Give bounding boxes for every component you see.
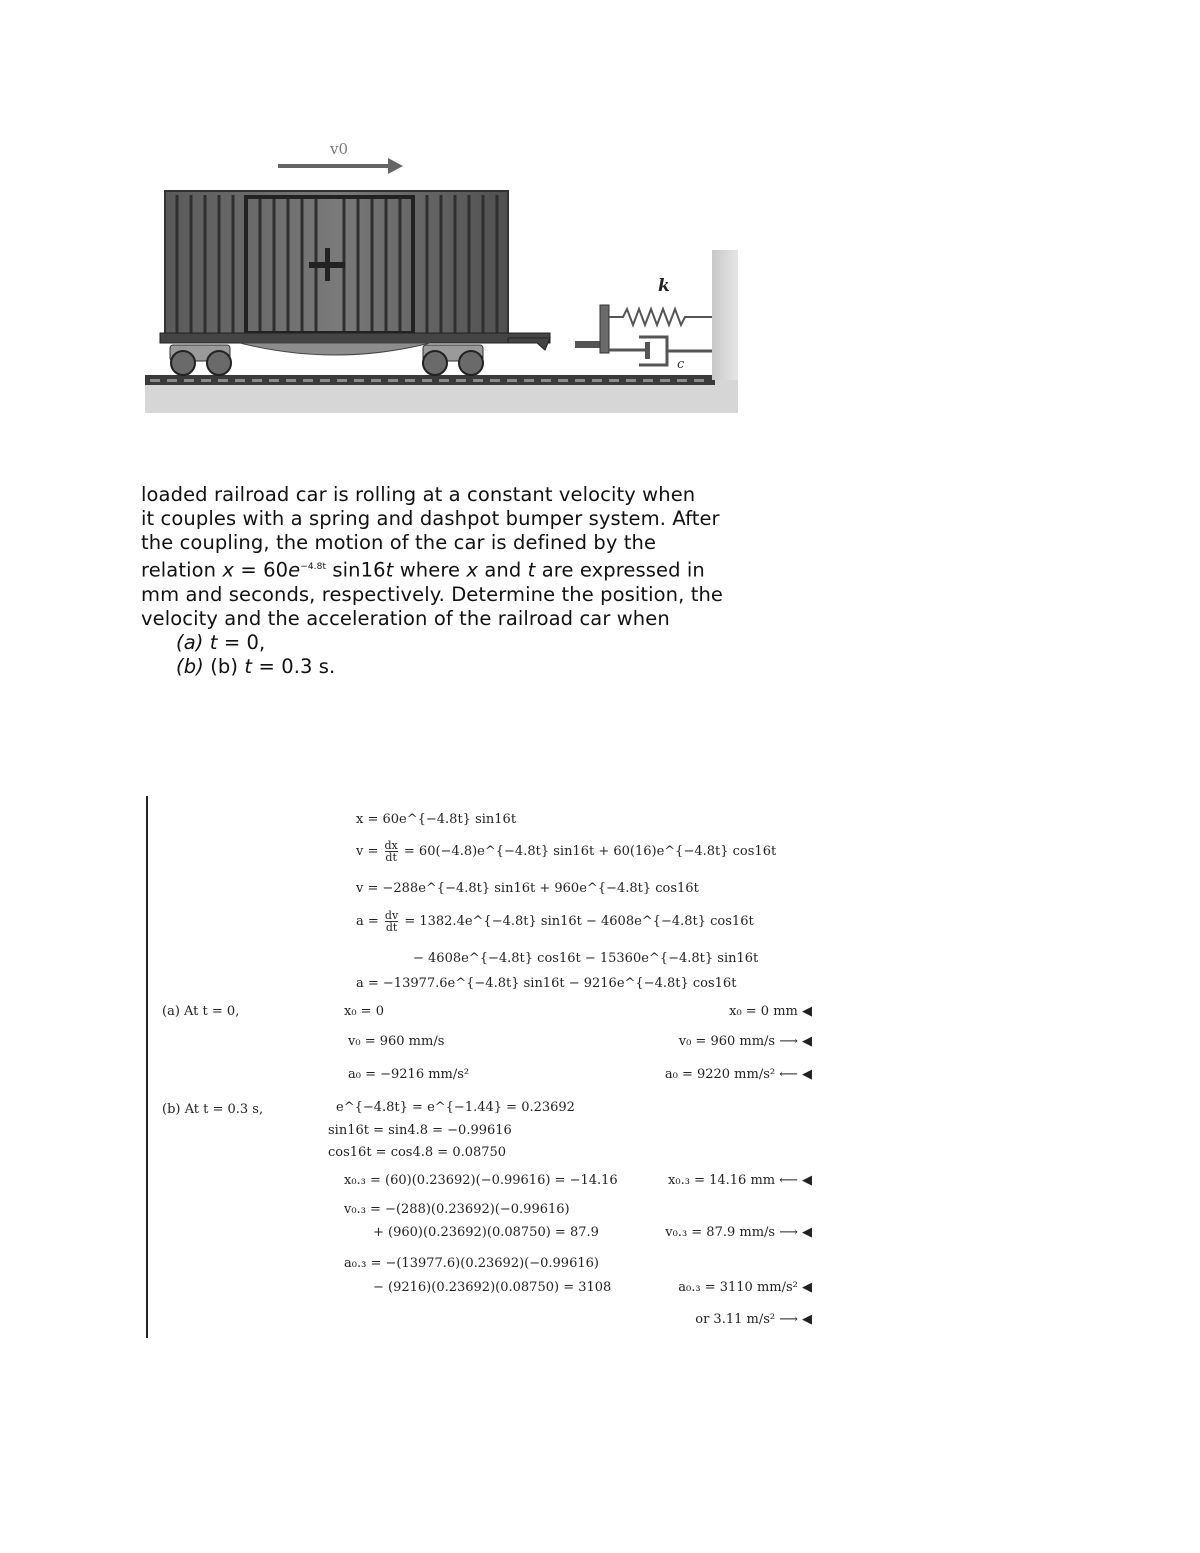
answer-x03: x₀.₃ = 14.16 mm ⟵ ◀ (668, 1173, 812, 1188)
a-a0: a₀ = −9216 mm/s² (348, 1067, 470, 1082)
problem-line-2: it couples with a spring and dashpot bumper system. After (141, 507, 720, 530)
bumper (575, 305, 609, 353)
problem-line-4: relation $x = 60e^{-4.8t}$ sin16t where x and t are expressed in (141, 558, 705, 582)
b-v03-line1: v₀.₃ = −(288)(0.23692)(−0.99616) (344, 1202, 570, 1217)
b-a03-line2: − (9216)(0.23692)(0.08750) = 3108 (373, 1280, 612, 1295)
spring-label: k (658, 276, 670, 296)
answer-v0: v₀ = 960 mm/s ⟶ ◀ (678, 1034, 812, 1049)
answer-a03: a₀.₃ = 3110 mm/s² ◀ (678, 1280, 812, 1295)
a-x0: x₀ = 0 (344, 1004, 384, 1019)
b-exp: e^{−4.8t} = e^{−1.44} = 0.23692 (336, 1100, 575, 1115)
b-x03: x₀.₃ = (60)(0.23692)(−0.99616) = −14.16 (344, 1173, 618, 1188)
damper-label: c (677, 357, 685, 372)
velocity-label: v0 (330, 140, 349, 158)
eq-position: x = 60e^{−4.8t} sin16t (356, 812, 517, 827)
eq-acceleration: a = $\frac{dv}{dt}$ = 1382.4e^{−4.8t} sin16t − 4608e^{−4.8t} cos16t (356, 909, 754, 934)
answer-x0: x₀ = 0 mm ◀ (729, 1004, 812, 1019)
problem-part-a: (a) t = 0, (176, 630, 266, 654)
eq-velocity: v = $\frac{dx}{dt}$ = 60(−4.8)e^{−4.8t} sin16t + 60(16)e^{−4.8t} cos16t (356, 839, 777, 864)
answer-a0: a₀ = 9220 mm/s² ⟵ ◀ (664, 1067, 812, 1082)
eq-acceleration-simplified: a = −13977.6e^{−4.8t} sin16t − 9216e^{−4.8t} cos16t (356, 976, 737, 991)
b-v03-line2: + (960)(0.23692)(0.08750) = 87.9 (373, 1225, 599, 1240)
answer-v03: v₀.₃ = 87.9 mm/s ⟶ ◀ (665, 1225, 812, 1240)
railroad-car-diagram (145, 135, 738, 413)
velocity-arrow (278, 140, 403, 174)
car-body (160, 191, 550, 350)
a-v0: v₀ = 960 mm/s (348, 1034, 445, 1049)
problem-line-6: velocity and the acceleration of the railroad car when (141, 606, 670, 630)
problem-statement (141, 483, 781, 679)
solution-panel (146, 796, 828, 1338)
spring (609, 276, 712, 325)
part-a-heading: (a) At t = 0, (162, 1004, 240, 1019)
problem-line-5: mm and seconds, respectively. Determine the position, the (141, 582, 724, 606)
wall (712, 250, 738, 380)
problem-part-b: (b) (b) t = 0.3 s. (176, 654, 336, 678)
eq-velocity-simplified: v = −288e^{−4.8t} sin16t + 960e^{−4.8t} cos16t (356, 881, 699, 896)
problem-line-1: loaded railroad car is rolling at a constant velocity when (141, 483, 696, 506)
answer-a03-si: or 3.11 m/s² ⟶ ◀ (695, 1312, 812, 1327)
eq-acceleration-cont: − 4608e^{−4.8t} cos16t − 15360e^{−4.8t} sin16t (413, 951, 759, 966)
track (145, 375, 738, 413)
undercarriage (170, 343, 483, 375)
b-sin: sin16t = sin4.8 = −0.99616 (328, 1123, 512, 1138)
b-cos: cos16t = cos4.8 = 0.08750 (328, 1145, 507, 1160)
problem-line-3: the coupling, the motion of the car is defined by the (141, 531, 657, 554)
b-a03-line1: a₀.₃ = −(13977.6)(0.23692)(−0.99616) (344, 1256, 599, 1271)
part-b-heading: (b) At t = 0.3 s, (162, 1102, 264, 1117)
dashpot (609, 337, 712, 372)
railroad-car-figure (145, 135, 738, 413)
